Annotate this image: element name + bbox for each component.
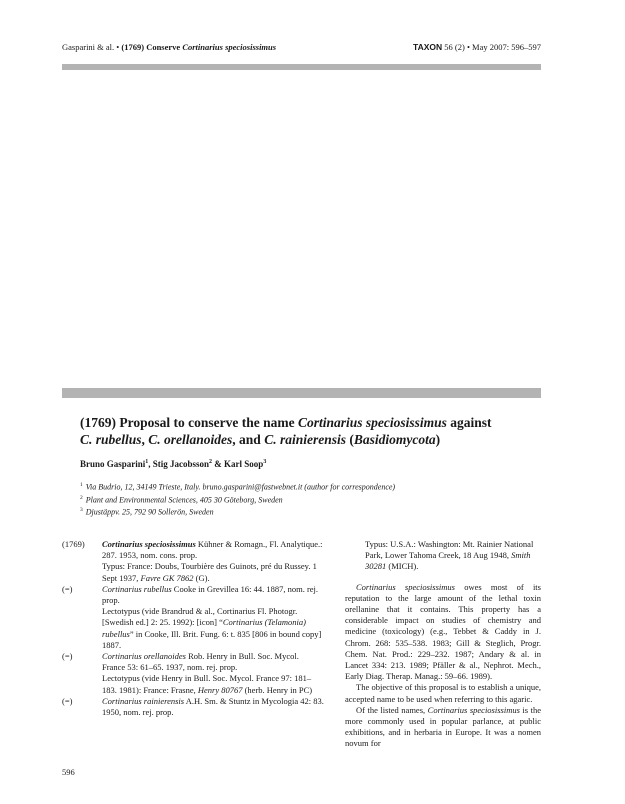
author-list [80, 459, 266, 469]
journal-name: TAXON [413, 42, 443, 52]
header-taxon-name: Cortinarius speciosissimus [182, 42, 277, 52]
affiliations [80, 480, 395, 518]
running-header-right [413, 42, 541, 52]
entry-taxon-name: Cortinarius speciosissimus [102, 539, 196, 549]
header-proposal [121, 42, 276, 52]
nomenclature-column [62, 539, 324, 718]
title-text: , [141, 432, 149, 447]
entry-typus-specimen: Smith 30281 [365, 550, 531, 572]
nomenclature-entry [62, 651, 324, 696]
title-text: (1769) Proposal to conserve the name [80, 415, 298, 430]
paragraph-text: is the more commonly used in popular parlance, at public exhibitions, and in herbaria in Europe. It was a nomen novum for [345, 704, 541, 749]
title-taxon: Basidiomycota [353, 432, 436, 447]
entry-typus: ” in Cooke, Ill. Brit. Fung. 6: t. 835 [806 in bound copy] 1887. [102, 628, 322, 650]
entry-typus: (herb. Henry in PC) [242, 684, 313, 695]
affiliation-mark: 1 [80, 482, 83, 488]
title-taxon: C. rubellus [80, 432, 142, 447]
title-text: ) [435, 432, 441, 447]
entry-citation: Rob. Henry in Bull. Soc. Mycol. France 53: 61–65. 1937, nom. rej. prop. [102, 651, 299, 673]
entry-typus: (G). [193, 572, 210, 583]
entry-number: (=) [62, 695, 73, 706]
author-affil-mark: 3 [263, 459, 267, 465]
section-rule [62, 388, 541, 398]
entry-number: (=) [62, 583, 73, 594]
taxon-name: Cortinarius speciosissimus [356, 581, 455, 592]
author-separator: & [212, 459, 225, 469]
entry-text [102, 584, 324, 651]
body-column [345, 539, 541, 750]
title-taxon: C. rainierensis [264, 432, 346, 447]
affiliation [80, 480, 395, 493]
entry-typus-specimen: Favre GK 7862 [140, 572, 194, 583]
taxon-name: Cortinarius speciosissimus [427, 704, 520, 715]
header-proposal-number: (1769) Conserve [121, 42, 183, 52]
entry-typus: Typus: U.S.A.: Washington: Mt. Rainier National Park, Lower Tahoma Creek, 18 Aug 1948, [365, 539, 534, 561]
entry-text [102, 539, 324, 584]
entry-citation: Cooke in Grevillea 16: 44. 1887, nom. rej. prop. [102, 583, 319, 606]
affiliation [80, 505, 395, 518]
entry-citation: Kühner & Romagn., Fl. Analytique.: 287. 1953, nom. cons. prop. [102, 539, 323, 561]
entry-number: (=) [62, 651, 73, 662]
author-name: Karl Soop [224, 459, 264, 469]
author-affil-mark: 2 [209, 459, 213, 465]
entry-taxon-name: Cortinarius orellanoides [102, 651, 186, 662]
author-name: Bruno Gasparini [80, 459, 146, 469]
body-paragraph [345, 705, 541, 750]
author-separator: , [148, 459, 153, 469]
body-paragraph [345, 582, 541, 683]
entry-text [102, 696, 324, 718]
affiliation-text: Plant and Environmental Sciences, 405 30 Göteborg, Sweden [85, 495, 283, 505]
entry-typus-continued [345, 539, 541, 573]
entry-typus: Lectotypus (vide Henry in Bull. Soc. Mycol. France 97: 181–183. 1981): France: Frasne, [102, 673, 312, 695]
entry-typus: Lectotypus (vide Brandrud & al., Cortinarius Fl. Photogr. [Swedish ed.] 2: 25. 1992): [icon] “ [102, 606, 298, 628]
entry-typus-specimen: Cortinarius (Telamonia) rubellus [102, 617, 306, 639]
article-title [80, 414, 540, 448]
body-paragraph [345, 682, 541, 704]
author-affil-mark: 1 [145, 459, 149, 465]
header-authors: Gasparini & al. • [62, 42, 122, 52]
entry-typus: Typus: France: Doubs, Tourbière des Guinots, pré du Russey. 1 Sept 1937, [102, 561, 317, 583]
affiliation [80, 493, 395, 506]
entry-typus: (MICH). [386, 561, 419, 572]
nomenclature-entry [62, 584, 324, 651]
entry-citation: A.H. Sm. & Stuntz in Mycologia 42: 83. 1950, nom. rej. prop. [102, 695, 324, 718]
entry-taxon-name: Cortinarius rainierensis [102, 695, 185, 706]
paragraph-text: The objective of this proposal is to establish a unique, accepted name to be used when referring to this agaric. [345, 682, 541, 704]
title-text: ( [345, 432, 354, 447]
page-number: 596 [62, 767, 75, 777]
nomenclature-entry [62, 539, 324, 584]
affiliation-mark: 2 [80, 494, 83, 501]
title-taxon: Cortinarius speciosissimus [297, 415, 447, 430]
top-rule [62, 64, 541, 70]
nomenclature-entry [62, 696, 324, 718]
paragraph-text: Of the listed names, [356, 704, 428, 715]
journal-issue: 56 (2) • May 2007: 596–597 [442, 42, 541, 52]
running-header-left [62, 42, 276, 52]
entry-taxon-name: Cortinarius rubellus [102, 583, 172, 594]
title-text: against [446, 415, 492, 430]
affiliation-mark: 3 [80, 507, 83, 514]
entry-text [102, 651, 324, 696]
paragraph-text: owes most of its reputation to the large amount of the lethal toxin orellanine that it contains. This property has a considerable impact on studies of chemistry and medicine (toxicology) (e.g., Tebbet & Caddy in J. Chrom. 268: 535–538. 1983; Gill & Steglich, Progr. Chem. Nat. Prod.: 229–232. 1987; Andary & al. in Lancet 334: 213. 1989; Pfäller & al., Nephrot. Mech., Early Diag. Therap. Manag.: 59–66. 1989). [345, 581, 541, 682]
affiliation-text: Djustäppv. 25, 792 90 Sollerön, Sweden [85, 507, 214, 517]
author-name: Stig Jacobsson [152, 459, 210, 469]
affiliation-text: Via Budrio, 12, 34149 Trieste, Italy. bruno.gasparini@fastwebnet.it (author for correspondence) [85, 482, 396, 492]
title-taxon: C. orellanoides [148, 432, 233, 447]
entry-typus-specimen: Henry 80767 [197, 684, 243, 695]
entry-number: (1769) [62, 539, 85, 549]
title-text: , and [232, 432, 265, 447]
